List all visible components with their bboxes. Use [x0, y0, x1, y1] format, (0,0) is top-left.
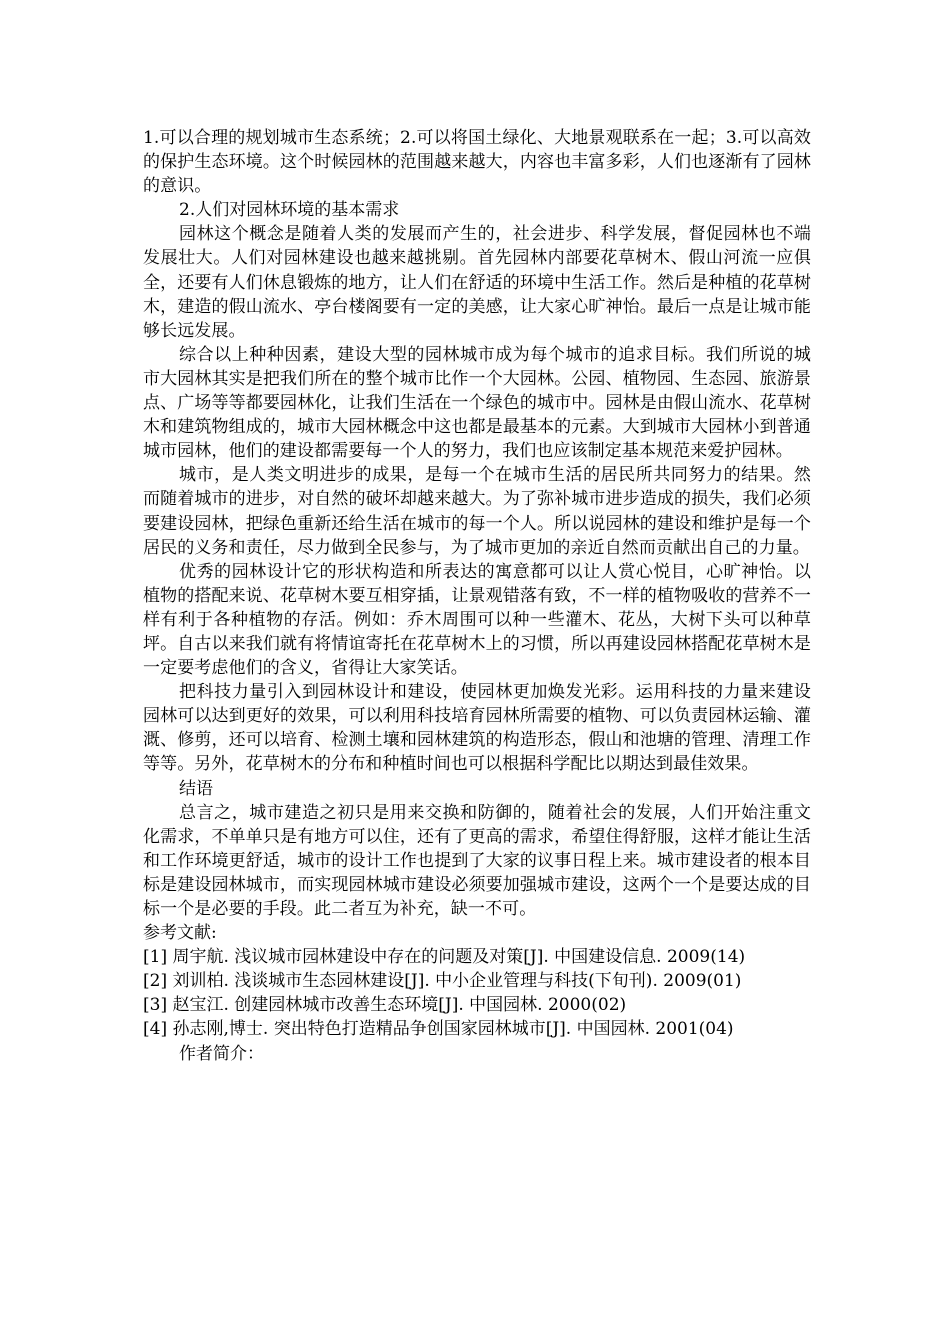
paragraph-garden-design: 优秀的园林设计它的形状构造和所表达的寓意都可以让人赏心悦目，心旷神怡。以植物的搭配来说、花草树木要互相穿插，让景观错落有致，不一样的植物吸收的营养不一样有利于各种植物的存活。例如：乔木周围可以种一些灌木、花丛，大树下头可以种草坪。自古以来我们就有将情谊寄托在花草树木上的习惯，所以再建设园林搭配花草树木是一定要考虑他们的含义，省得让大家笑话。	[143, 561, 811, 679]
section-heading-needs: 2.人们对园林环境的基本需求	[179, 200, 400, 221]
document-page	[143, 126, 811, 1066]
paragraph-conclusion: 总言之，城市建造之初只是用来交换和防御的，随着社会的发展，人们开始注重文化需求，不单单只是有地方可以住，还有了更高的需求，希望住得舒服，这样才能让生活和工作环境更舒适，城市的设计工作也提到了大家的议事日程上来。城市建设者的根本目标是建设园林城市，而实现园林城市建设必须要加强城市建设，这两个一个是要达成的目标一个是必要的手段。此二者互为补充，缺一不可。	[143, 802, 811, 919]
references-title: 参考文献:	[143, 923, 217, 944]
reference-item: [2] 刘训柏. 浅谈城市生态园林建设[J]. 中小企业管理与科技(下旬刊). 2009(01)	[143, 971, 742, 992]
paragraph-garden-concept: 园林这个概念是随着人类的发展而产生的，社会进步、科学发展，督促园林也不端发展壮大。人们对园林建设也越来越挑剔。首先园林内部要花草树木、假山河流一应俱全，还要有人们休息锻炼的地方，让人们在舒适的环境中生活工作。然后是种植的花草树木，建造的假山流水、亭台楼阁要有一定的美感，让大家心旷神怡。最后一点是让城市能够长远发展。	[143, 224, 811, 341]
paragraph-functions: 1.可以合理的规划城市生态系统；2.可以将国土绿化、大地景观联系在一起；3.可以高效的保护生态环境。这个时候园林的范围越来越大，内容也丰富多彩，人们也逐渐有了园林的意识。	[143, 128, 811, 197]
reference-item: [1] 周宇航. 浅议城市园林建设中存在的问题及对策[J]. 中国建设信息. 2009(14)	[143, 947, 746, 968]
reference-item: [3] 赵宝江. 创建园林城市改善生态环境[J]. 中国园林. 2000(02)	[143, 995, 627, 1016]
reference-item: [4] 孙志刚,博士. 突出特色打造精品争创国家园林城市[J]. 中国园林. 2001(04)	[143, 1019, 734, 1040]
paragraph-city-garden: 综合以上种种因素，建设大型的园林城市成为每个城市的追求目标。我们所说的城市大园林其实是把我们所在的整个城市比作一个大园林。公园、植物园、生态园、旅游景点、广场等等都要园林化，让我们生活在一个绿色的城市中。园林是由假山流水、花草树木和建筑物组成的，城市大园林概念中这也都是最基本的元素。大到城市大园林小到普通城市园林，他们的建设都需要每一个人的努力，我们也应该制定基本规范来爱护园林。	[143, 344, 811, 462]
paragraph-city-civilization: 城市，是人类文明进步的成果，是每一个在城市生活的居民所共同努力的结果。然而随着城市的进步，对自然的破坏却越来越大。为了弥补城市进步造成的损失，我们必须要建设园林，把绿色重新还给生活在城市的每一个人。所以说园林的建设和维护是每一个居民的义务和责任，尽力做到全民参与，为了城市更加的亲近自然而贡献出自己的力量。	[143, 465, 811, 558]
author-intro: 作者简介：	[179, 1043, 264, 1064]
section-heading-conclusion: 结语	[179, 778, 213, 799]
references-list	[143, 945, 811, 1041]
paragraph-technology: 把科技力量引入到园林设计和建设，使园林更加焕发光彩。运用科技的力量来建设园林可以达到更好的效果，可以利用科技培育园林所需要的植物、可以负责园林运输、灌溉、修剪，还可以培育、检测土壤和园林建筑的构造形态，假山和池塘的管理、清理工作等等。另外，花草树木的分布和种植时间也可以根据科学配比以期达到最佳效果。	[143, 682, 811, 775]
